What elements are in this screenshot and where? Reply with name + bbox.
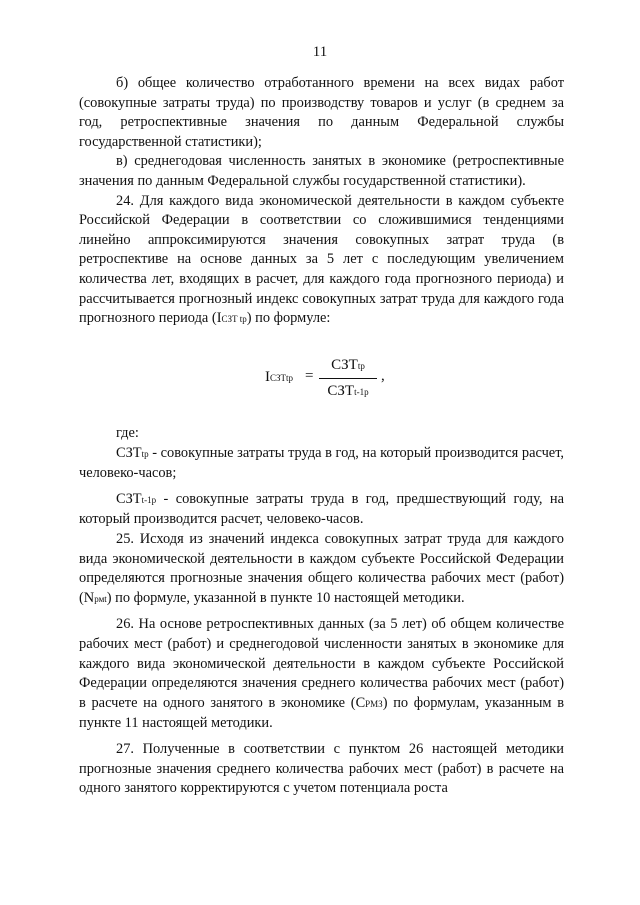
paragraph-24: 24. Для каждого вида экономической деятельности в каждом субъекте Российской Федерации в соответствии со сложившимися тенденциями линейно аппроксимируются значения совокупных затрат труда (в ретроспективе на основе данных за 5 лет с последующим увеличением количества лет, входящих в расчет, для каждого года прогнозного периода) и рассчитывается прогнозный индекс совокупных затрат труда для каждого года прогнозного периода (IСЗТ tp) по формуле: bbox=[79, 192, 564, 327]
formula-equals: = bbox=[305, 368, 314, 384]
symbol-szt-t: СЗТtp bbox=[116, 444, 149, 461]
formula-index bbox=[265, 356, 465, 408]
paragraph-b: б) общее количество отработанного времени на всех видах работ (совокупные затраты труда) по производству товаров и услуг (в среднем за год, ретроспективные значения по данным Федеральной службы государственной статистики); bbox=[79, 75, 564, 150]
formula-fraction bbox=[319, 356, 377, 400]
paragraph-26: 26. На основе ретроспективных данных (за 5 лет) об общем количестве рабочих мест (работ) и среднегодовой численности занятых в экономике для каждого вида экономической деятельности в каждом субъекте Российской Федерации определяются значения среднего количества рабочих мест (работ) в расчете на одного занятого в экономике (СРМЗ) по формулам, указанным в пункте 11 настоящей методики. bbox=[79, 616, 565, 732]
symbol-n-rm: Nрмt bbox=[83, 589, 107, 606]
formula-numerator: СЗТtp bbox=[331, 357, 365, 373]
formula-denominator: СЗТt-1p bbox=[327, 383, 369, 399]
symbol-szt-t1: СЗТt-1p bbox=[116, 490, 157, 507]
paragraph-v: в) среднегодовая численность занятых в экономике (ретроспективные значения по данным Федеральной службы государственной статистики). bbox=[79, 153, 564, 189]
formula-lhs: IСЗТtp bbox=[265, 369, 294, 385]
fraction-bar bbox=[319, 378, 377, 379]
definition-szt-t1: СЗТt-1p - совокупные затраты труда в год, предшествующий году, на который производится расчет, человеко-часов. bbox=[79, 490, 564, 528]
formula-comma: , bbox=[381, 368, 385, 384]
paragraph-25: 25. Исходя из значений индекса совокупных затрат труда для каждого вида экономической деятельности в каждом субъекте Российской Федерации определяются прогнозные значения общего количества рабочих мест (работ) (Nрмt) по формуле, указанной в пункте 10 настоящей методики. bbox=[79, 530, 564, 606]
label-gde: где: bbox=[116, 425, 139, 441]
page-number: 11 bbox=[312, 44, 328, 60]
symbol-c-rmz: СРМЗ bbox=[355, 694, 383, 711]
definition-szt-t: СЗТtp - совокупные затраты труда в год, на который производится расчет, человеко-часов; bbox=[79, 444, 564, 482]
paragraph-27: 27. Полученные в соответствии с пунктом 26 настоящей методики прогнозные значения среднего количества рабочих мест (работ) в расчете на одного занятого корректируются с учетом потенциала роста bbox=[79, 740, 564, 797]
text-block-definitions bbox=[79, 424, 564, 799]
symbol-i-szt: IСЗТ tp bbox=[216, 310, 247, 327]
text-block-top bbox=[79, 74, 564, 330]
